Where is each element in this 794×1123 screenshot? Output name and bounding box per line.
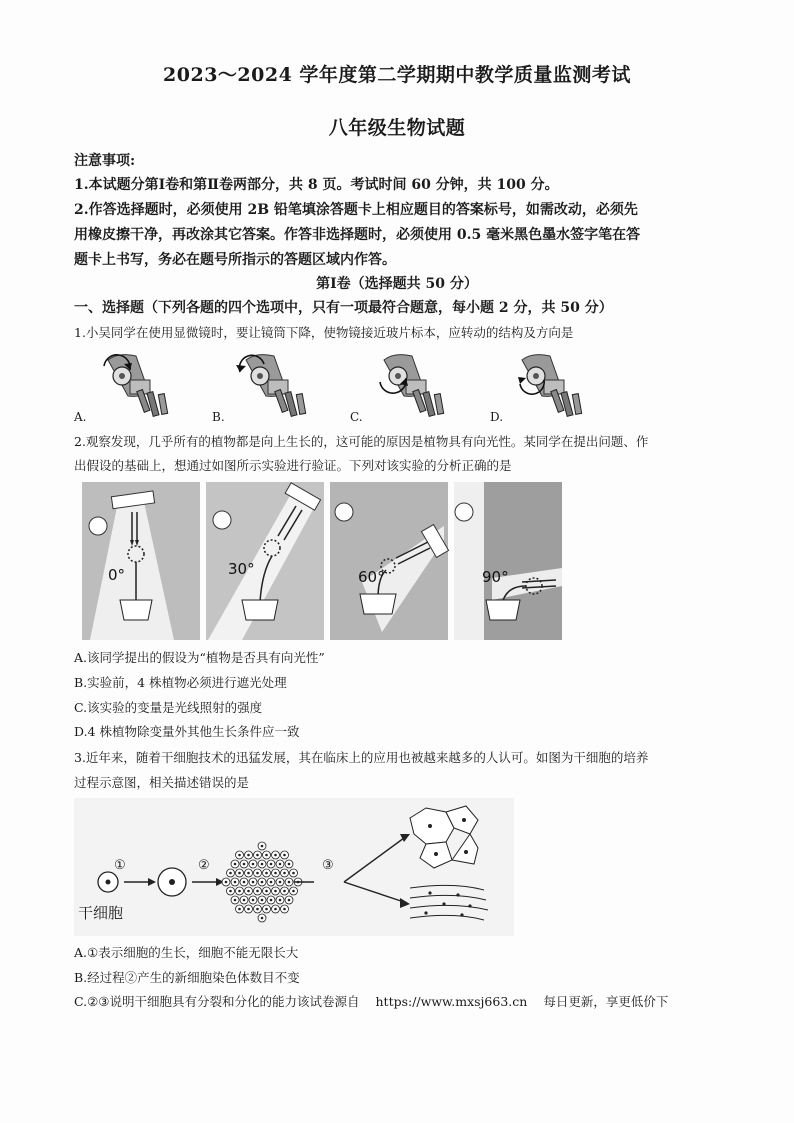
cluster-cell-nucleus — [256, 872, 259, 875]
cluster-cell-nucleus — [292, 872, 295, 875]
cluster-cell-nucleus — [283, 854, 286, 857]
cluster-cell-nucleus — [261, 917, 264, 920]
cluster-cell-nucleus — [279, 881, 282, 884]
q3-option-a: A.①表示细胞的生长，细胞不能无限长大 — [74, 945, 299, 960]
q3-step-2: ② — [198, 858, 210, 873]
q1-option-d: D. — [490, 410, 504, 424]
cluster-cell-nucleus — [288, 899, 291, 902]
q3-figure — [74, 798, 514, 936]
cluster-cell-nucleus — [238, 908, 241, 911]
cluster-cell-nucleus — [288, 881, 291, 884]
cluster-cell-nucleus — [243, 899, 246, 902]
q3-step-3: ③ — [322, 858, 334, 873]
q2-figure — [82, 482, 562, 640]
cluster-cell-nucleus — [265, 908, 268, 911]
cluster-cell-nucleus — [261, 845, 264, 848]
q1-microscope-drawings — [74, 348, 714, 424]
cluster-cell-nucleus — [279, 899, 282, 902]
cluster-cell-nucleus — [261, 881, 264, 884]
cluster-cell-nucleus — [243, 881, 246, 884]
cluster-cell-nucleus — [265, 872, 268, 875]
cluster-cell-nucleus — [256, 890, 259, 893]
cluster-cell-nucleus — [252, 881, 255, 884]
cluster-cell-nucleus — [247, 908, 250, 911]
q2-phototropism-drawing — [82, 482, 562, 640]
promo-text: 每日更新，享更低价下 — [543, 994, 669, 1009]
cluster-cell-nucleus — [274, 854, 277, 857]
cluster-cell-nucleus — [238, 854, 241, 857]
cluster-cell-nucleus — [252, 863, 255, 866]
cluster-cell-nucleus — [261, 863, 264, 866]
cluster-cell-nucleus — [238, 890, 241, 893]
q3-option-c — [74, 992, 668, 1010]
exam-title: 2023～2024 学年度第二学期期中教学质量监测考试 — [163, 64, 631, 86]
cluster-cell-nucleus — [256, 908, 259, 911]
cluster-cell-nucleus — [234, 881, 237, 884]
q1-option-c: C. — [350, 410, 363, 424]
q3-stem-1: 3.近年来，随着干细胞技术的迅猛发展，其在临床上的应用也被越来越多的人认可。如图为干细胞的培养 — [74, 750, 649, 765]
q3-option-c-text: C.②③说明干细胞具有分裂和分化的能力该试卷源自 — [74, 994, 360, 1009]
notice-line-1: 1.本试题分第Ⅰ卷和第Ⅱ卷两部分，共 8 页。考试时间 60 分钟，共 100 分。 — [74, 177, 559, 193]
cluster-cell-nucleus — [252, 899, 255, 902]
section-heading: 一、选择题（下列各题的四个选项中，只有一项最符合题意，每小题 2 分，共 50 分） — [74, 300, 613, 316]
q2-stem-1: 2.观察发现，几乎所有的植物都是向上生长的，这可能的原因是植物具有向光性。某同学在提出问题、作 — [74, 434, 649, 449]
cluster-cell-nucleus — [238, 872, 241, 875]
q3-step-1: ① — [114, 858, 126, 873]
cluster-cell-nucleus — [265, 854, 268, 857]
cluster-cell-nucleus — [265, 890, 268, 893]
angle-label-0: 0° — [108, 566, 126, 584]
q2-stem-2: 出假设的基础上，想通过如图所示实验进行验证。下列对该实验的分析正确的是 — [74, 458, 512, 473]
cluster-cell-nucleus — [274, 890, 277, 893]
cluster-cell-nucleus — [274, 872, 277, 875]
cluster-cell-nucleus — [279, 863, 282, 866]
notice-line-2b: 用橡皮擦干净，再改涂其它答案。作答非选择题时，必须使用 0.5 毫米黑色墨水签字笔在答 — [74, 227, 641, 243]
cluster-cell-nucleus — [256, 854, 259, 857]
cluster-cell-nucleus — [283, 908, 286, 911]
stem-cell-label: 干细胞 — [78, 904, 124, 922]
q1-figure — [74, 348, 714, 424]
cluster-cell-nucleus — [225, 881, 228, 884]
cluster-cell-nucleus — [292, 890, 295, 893]
cluster-cell-nucleus — [243, 863, 246, 866]
notice-line-2c: 题卡上书写，务必在题号所指示的答题区域内作答。 — [74, 252, 396, 268]
angle-label-60: 60° — [358, 568, 385, 586]
q2-option-d: D.4 株植物除变量外其他生长条件应一致 — [74, 724, 300, 739]
exam-subtitle: 八年级生物试题 — [328, 117, 466, 139]
q1-option-a: A. — [74, 410, 87, 424]
cluster-cell-nucleus — [274, 908, 277, 911]
cluster-cell-nucleus — [229, 890, 232, 893]
cluster-cell-nucleus — [247, 872, 250, 875]
q3-option-b: B.经过程②产生的新细胞染色体数目不变 — [74, 970, 300, 985]
q3-stem-cell-diagram — [74, 798, 514, 936]
cluster-cell-nucleus — [270, 881, 273, 884]
cluster-cell-nucleus — [270, 863, 273, 866]
notice-heading: 注意事项: — [74, 153, 136, 169]
cluster-cell-nucleus — [247, 854, 250, 857]
cluster-cell-nucleus — [234, 899, 237, 902]
angle-label-90: 90° — [482, 568, 509, 586]
cluster-cell-nucleus — [270, 899, 273, 902]
notice-line-2a: 2.作答选择题时，必须使用 2B 铅笔填涂答题卡上相应题目的答案标号，如需改动，必须先 — [74, 202, 638, 218]
cluster-cell-nucleus — [247, 890, 250, 893]
part1-title: 第Ⅰ卷（选择题共 50 分） — [316, 276, 478, 292]
q2-option-c: C.该实验的变量是光线照射的强度 — [74, 700, 263, 715]
cluster-cell-nucleus — [229, 872, 232, 875]
q1-option-b: B. — [212, 410, 225, 424]
angle-label-30: 30° — [228, 560, 255, 578]
cluster-cell-nucleus — [261, 899, 264, 902]
q2-option-b: B.实验前，4 株植物必须进行遮光处理 — [74, 675, 287, 690]
cluster-cell-nucleus — [288, 863, 291, 866]
q3-stem-2: 过程示意图，相关描述错误的是 — [74, 775, 250, 790]
cluster-cell-nucleus — [234, 863, 237, 866]
q2-option-a: A.该同学提出的假设为“植物是否具有向光性” — [74, 650, 325, 665]
q1-stem: 1.小吴同学在使用显微镜时，要让镜筒下降，使物镜接近玻片标本，应转动的结构及方向是 — [74, 325, 574, 340]
cluster-cell-nucleus — [283, 890, 286, 893]
source-url: https://www.mxsj663.cn — [375, 994, 528, 1009]
cluster-cell-nucleus — [283, 872, 286, 875]
